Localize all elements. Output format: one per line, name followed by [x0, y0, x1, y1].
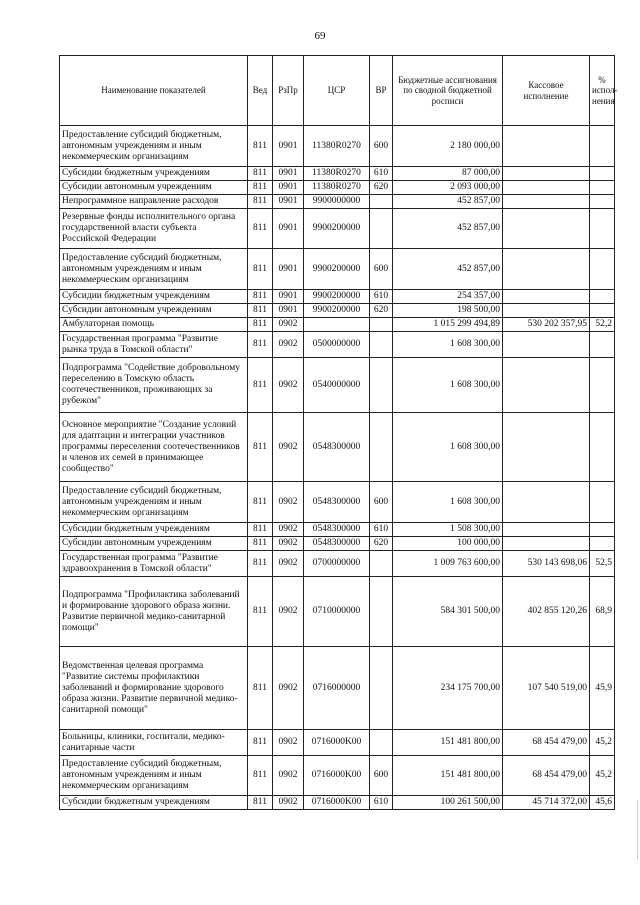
row-budget: 452 857,00: [393, 209, 503, 249]
row-vr: [370, 551, 393, 577]
row-cash: 402 855 120,26: [503, 577, 590, 647]
table-row: [60, 730, 615, 756]
row-vr: 610: [370, 796, 393, 810]
row-rzpr: 0902: [273, 537, 304, 551]
row-pct: [590, 209, 615, 249]
row-pct: [590, 332, 615, 358]
row-budget: 584 301 500,00: [393, 577, 503, 647]
row-pct: [590, 482, 615, 523]
table-row: [60, 332, 615, 358]
row-vr: 610: [370, 523, 393, 537]
row-rzpr: 0902: [273, 318, 304, 332]
table-row: [60, 126, 615, 167]
row-vr: [370, 647, 393, 730]
row-budget: 1 015 299 494,89: [393, 318, 503, 332]
table-row: [60, 318, 615, 332]
row-budget: 234 175 700,00: [393, 647, 503, 730]
row-cash: [503, 209, 590, 249]
row-vr: 600: [370, 126, 393, 167]
row-vr: 610: [370, 290, 393, 304]
budget-table: [59, 55, 618, 810]
row-rzpr: 0902: [273, 577, 304, 647]
row-name: Предоставление субсидий бюджетным, автономным учреждениям и иным некоммерческим организациям: [60, 482, 248, 523]
row-name: Субсидии бюджетным учреждениям: [60, 167, 248, 181]
row-pct: [590, 537, 615, 551]
row-ved: 811: [248, 577, 273, 647]
row-cash: [503, 249, 590, 290]
row-vr: [370, 195, 393, 209]
row-vr: 600: [370, 249, 393, 290]
row-cash: 68 454 479,00: [503, 730, 590, 756]
row-budget: 1 009 763 600,00: [393, 551, 503, 577]
row-pct: 52,5: [590, 551, 615, 577]
row-cash: [503, 482, 590, 523]
row-vr: 620: [370, 304, 393, 318]
row-csr: 0548300000: [304, 523, 370, 537]
row-vr: [370, 577, 393, 647]
table-row: [60, 577, 615, 647]
row-cash: [503, 358, 590, 413]
row-csr: 0716000000: [304, 647, 370, 730]
row-ved: 811: [248, 290, 273, 304]
row-cash: 68 454 479,00: [503, 756, 590, 796]
row-csr: 11380R0270: [304, 181, 370, 195]
row-ved: 811: [248, 167, 273, 181]
row-budget: 1 608 300,00: [393, 358, 503, 413]
row-csr: 9900200000: [304, 304, 370, 318]
row-budget: 151 481 800,00: [393, 730, 503, 756]
row-pct: [590, 126, 615, 167]
row-rzpr: 0901: [273, 290, 304, 304]
row-rzpr: 0902: [273, 358, 304, 413]
row-csr: 0548300000: [304, 482, 370, 523]
table-header-row: [60, 56, 615, 126]
row-vr: [370, 332, 393, 358]
row-pct: [590, 523, 615, 537]
row-ved: 811: [248, 195, 273, 209]
row-vr: 600: [370, 482, 393, 523]
row-pct: 68,9: [590, 577, 615, 647]
table-row: [60, 290, 615, 304]
table-row: [60, 756, 615, 796]
header-csr: ЦСР: [304, 56, 370, 126]
row-csr: 11380R0270: [304, 167, 370, 181]
row-name: Больницы, клиники, госпитали, медико-санитарные части: [60, 730, 248, 756]
header-rzpr: РзПр: [273, 56, 304, 126]
table-row: [60, 482, 615, 523]
row-cash: 45 714 372,00: [503, 796, 590, 810]
row-name: Государственная программа "Развитие здравоохранения в Томской области": [60, 551, 248, 577]
row-csr: 0716000K00: [304, 756, 370, 796]
row-ved: 811: [248, 551, 273, 577]
header-vr: ВР: [370, 56, 393, 126]
scan-edge-mark: [637, 800, 638, 860]
row-budget: 452 857,00: [393, 249, 503, 290]
table-row: [60, 209, 615, 249]
row-cash: 530 143 698,06: [503, 551, 590, 577]
row-budget: 2 180 000,00: [393, 126, 503, 167]
row-budget: 2 093 000,00: [393, 181, 503, 195]
row-cash: [503, 332, 590, 358]
row-vr: [370, 730, 393, 756]
row-cash: [503, 195, 590, 209]
row-cash: [503, 413, 590, 482]
row-ved: 811: [248, 249, 273, 290]
row-budget: 100 261 500,00: [393, 796, 503, 810]
row-cash: [503, 181, 590, 195]
row-pct: [590, 195, 615, 209]
table-row: [60, 181, 615, 195]
row-budget: 100 000,00: [393, 537, 503, 551]
row-rzpr: 0902: [273, 413, 304, 482]
row-csr: 9900200000: [304, 290, 370, 304]
row-csr: 0700000000: [304, 551, 370, 577]
row-pct: 52,2: [590, 318, 615, 332]
row-csr: 0710000000: [304, 577, 370, 647]
row-rzpr: 0902: [273, 551, 304, 577]
row-pct: 45,6: [590, 796, 615, 810]
row-pct: [590, 290, 615, 304]
row-cash: 530 202 357,95: [503, 318, 590, 332]
table-row: [60, 523, 615, 537]
row-rzpr: 0901: [273, 249, 304, 290]
row-rzpr: 0902: [273, 756, 304, 796]
table-row: [60, 413, 615, 482]
row-budget: 1 508 300,00: [393, 523, 503, 537]
row-csr: 0716000K00: [304, 796, 370, 810]
row-csr: 0548300000: [304, 413, 370, 482]
row-csr: 9900000000: [304, 195, 370, 209]
row-rzpr: 0901: [273, 167, 304, 181]
row-csr: 0540000000: [304, 358, 370, 413]
row-name: Предоставление субсидий бюджетным, автономным учреждениям и иным некоммерческим организациям: [60, 756, 248, 796]
row-csr: 11380R0270: [304, 126, 370, 167]
row-csr: 9900200000: [304, 209, 370, 249]
row-name: Субсидии автономным учреждениям: [60, 181, 248, 195]
row-vr: [370, 209, 393, 249]
row-cash: [503, 304, 590, 318]
row-name: Субсидии бюджетным учреждениям: [60, 796, 248, 810]
row-vr: 620: [370, 181, 393, 195]
row-pct: [590, 181, 615, 195]
row-ved: 811: [248, 358, 273, 413]
row-ved: 811: [248, 537, 273, 551]
header-budget: Бюджетные ассигнования по сводной бюджетной росписи: [393, 56, 503, 126]
row-pct: [590, 358, 615, 413]
row-csr: [304, 318, 370, 332]
row-rzpr: 0902: [273, 332, 304, 358]
table-row: [60, 195, 615, 209]
table-row: [60, 358, 615, 413]
row-pct: 45,9: [590, 647, 615, 730]
row-name: Непрограммное направление расходов: [60, 195, 248, 209]
row-rzpr: 0902: [273, 730, 304, 756]
row-budget: 1 608 300,00: [393, 482, 503, 523]
row-ved: 811: [248, 482, 273, 523]
row-cash: [503, 290, 590, 304]
row-rzpr: 0901: [273, 304, 304, 318]
row-csr: 0716000K00: [304, 730, 370, 756]
row-rzpr: 0902: [273, 647, 304, 730]
row-rzpr: 0902: [273, 523, 304, 537]
row-budget: 452 857,00: [393, 195, 503, 209]
row-name: Субсидии автономным учреждениям: [60, 537, 248, 551]
row-name: Подпрограмма "Содействие добровольному переселению в Томскую область соотечественников, проживающих за рубежом": [60, 358, 248, 413]
header-name: Наименование показателей: [60, 56, 248, 126]
row-pct: [590, 413, 615, 482]
row-rzpr: 0902: [273, 482, 304, 523]
row-pct: [590, 249, 615, 290]
table-row: [60, 551, 615, 577]
row-name: Амбулаторная помощь: [60, 318, 248, 332]
row-budget: 254 357,00: [393, 290, 503, 304]
header-ved: Вед: [248, 56, 273, 126]
row-name: Субсидии бюджетным учреждениям: [60, 290, 248, 304]
row-vr: [370, 318, 393, 332]
row-rzpr: 0901: [273, 209, 304, 249]
row-pct: 45,2: [590, 756, 615, 796]
row-budget: 1 608 300,00: [393, 332, 503, 358]
row-name: Основное мероприятие "Создание условий для адаптации и интеграции участников программы переселения соотечественников и членов их семей в принимающее сообщество": [60, 413, 248, 482]
table-row: [60, 647, 615, 730]
row-ved: 811: [248, 304, 273, 318]
row-cash: [503, 167, 590, 181]
row-vr: 610: [370, 167, 393, 181]
row-name: Государственная программа "Развитие рынка труда в Томской области": [60, 332, 248, 358]
row-budget: 198 500,00: [393, 304, 503, 318]
row-cash: [503, 537, 590, 551]
row-rzpr: 0901: [273, 195, 304, 209]
table-body: [60, 126, 615, 810]
row-rzpr: 0901: [273, 126, 304, 167]
row-ved: 811: [248, 523, 273, 537]
row-ved: 811: [248, 318, 273, 332]
table-row: [60, 537, 615, 551]
row-ved: 811: [248, 209, 273, 249]
row-rzpr: 0901: [273, 181, 304, 195]
header-cash: Кассовое исполнение: [503, 56, 590, 126]
row-ved: 811: [248, 647, 273, 730]
row-budget: 1 608 300,00: [393, 413, 503, 482]
row-vr: 600: [370, 756, 393, 796]
row-ved: 811: [248, 332, 273, 358]
row-vr: [370, 413, 393, 482]
row-ved: 811: [248, 181, 273, 195]
table-row: [60, 167, 615, 181]
row-name: Резервные фонды исполнительного органа государственной власти субъекта Российской Федерации: [60, 209, 248, 249]
row-csr: 0548300000: [304, 537, 370, 551]
row-csr: 9900200000: [304, 249, 370, 290]
row-ved: 811: [248, 413, 273, 482]
row-budget: 151 481 800,00: [393, 756, 503, 796]
row-budget: 87 000,00: [393, 167, 503, 181]
table-row: [60, 304, 615, 318]
row-cash: [503, 523, 590, 537]
row-ved: 811: [248, 126, 273, 167]
page-number: 69: [314, 30, 326, 42]
row-pct: [590, 304, 615, 318]
row-name: Субсидии бюджетным учреждениям: [60, 523, 248, 537]
row-name: Предоставление субсидий бюджетным, автономным учреждениям и иным некоммерческим организациям: [60, 249, 248, 290]
row-name: Ведомственная целевая программа "Развитие системы профилактики заболеваний и формирование здорового образа жизни. Развитие первичной медико-санитарной помощи": [60, 647, 248, 730]
row-rzpr: 0902: [273, 796, 304, 810]
row-ved: 811: [248, 796, 273, 810]
row-name: Субсидии автономным учреждениям: [60, 304, 248, 318]
row-vr: [370, 358, 393, 413]
row-csr: 0500000000: [304, 332, 370, 358]
row-pct: 45,2: [590, 730, 615, 756]
row-ved: 811: [248, 756, 273, 796]
row-name: Предоставление субсидий бюджетным, автономным учреждениям и иным некоммерческим организациям: [60, 126, 248, 167]
row-cash: [503, 126, 590, 167]
row-pct: [590, 167, 615, 181]
row-vr: 620: [370, 537, 393, 551]
header-pct: % испол-нения: [590, 56, 615, 126]
row-name: Подпрограмма "Профилактика заболеваний и формирование здорового образа жизни. Развитие первичной медико-санитарной помощи": [60, 577, 248, 647]
row-cash: 107 540 519,00: [503, 647, 590, 730]
table-row: [60, 249, 615, 290]
row-ved: 811: [248, 730, 273, 756]
table-row: [60, 796, 615, 810]
